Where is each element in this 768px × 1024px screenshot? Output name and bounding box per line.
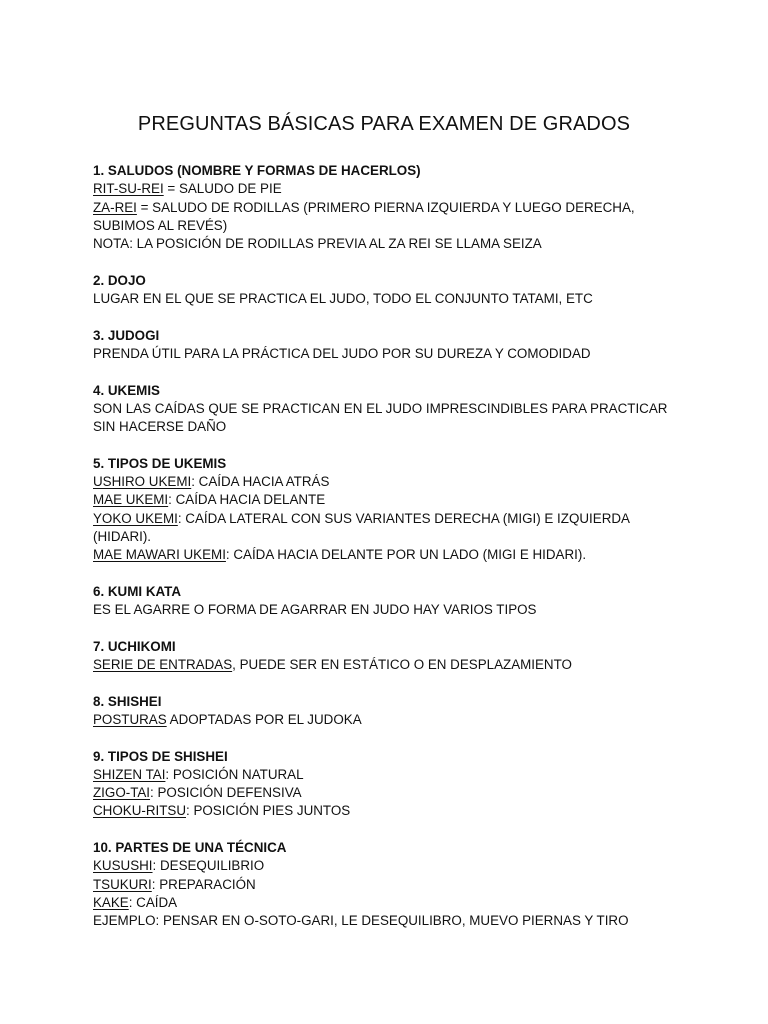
line-text: SON LAS CAÍDAS QUE SE PRACTICAN EN EL JUDO IMPRESCINDIBLES PARA PRACTICAR SIN HACERSE DAÑO <box>93 400 668 435</box>
document-body <box>93 162 683 949</box>
term-label: MAE MAWARI UKEMI <box>93 547 226 563</box>
term-label: USHIRO UKEMI <box>93 474 192 490</box>
section-line <box>93 345 683 363</box>
section-line <box>93 802 683 820</box>
line-text: NOTA: LA POSICIÓN DE RODILLAS PREVIA AL ZA REI SE LLAMA SEIZA <box>93 236 542 252</box>
term-label: ZA-REI <box>93 199 137 215</box>
section-1 <box>93 162 683 253</box>
term-label: YOKO UKEMI <box>93 510 178 526</box>
line-text: : CAÍDA <box>128 894 178 910</box>
section-5 <box>93 455 683 565</box>
section-line <box>93 656 683 674</box>
term-label: SERIE DE ENTRADAS <box>93 657 233 673</box>
section-line <box>93 235 683 253</box>
section-8 <box>93 693 683 730</box>
term-label: CHOKU-RITSU <box>93 803 186 819</box>
section-heading: 9. TIPOS DE SHISHEI <box>93 748 228 764</box>
section-line <box>93 290 683 308</box>
section-heading: 8. SHISHEI <box>93 693 162 709</box>
section-line <box>93 912 683 930</box>
line-text: ADOPTADAS POR EL JUDOKA <box>166 711 362 727</box>
line-text: EJEMPLO: PENSAR EN O-SOTO-GARI, LE DESEQUILIBRO, MUEVO PIERNAS Y TIRO <box>93 913 629 929</box>
section-line <box>93 601 683 619</box>
term-label: ZIGO-TAI <box>93 785 151 801</box>
section-6 <box>93 583 683 620</box>
line-text: : CAÍDA HACIA DELANTE POR UN LADO (MIGI E HIDARI). <box>225 547 587 563</box>
line-text: , PUEDE SER EN ESTÁTICO O EN DESPLAZAMIENTO <box>232 657 572 673</box>
line-text: PRENDA ÚTIL PARA LA PRÁCTICA DEL JUDO POR SU DUREZA Y COMODIDAD <box>93 345 591 361</box>
term-label: RIT-SU-REI <box>93 181 164 197</box>
section-7 <box>93 638 683 675</box>
section-10 <box>93 839 683 930</box>
section-line <box>93 766 683 784</box>
section-heading: 6. KUMI KATA <box>93 583 182 599</box>
section-line <box>93 400 683 437</box>
section-line <box>93 857 683 875</box>
line-text: : POSICIÓN DEFENSIVA <box>150 785 302 801</box>
section-line <box>93 510 683 547</box>
line-text: : CAÍDA HACIA DELANTE <box>168 492 326 508</box>
line-text: = SALUDO DE RODILLAS (PRIMERO PIERNA IZQUIERDA Y LUEGO DERECHA, SUBIMOS AL REVÉS) <box>93 199 635 233</box>
term-label: SHIZEN TAI <box>93 766 166 782</box>
page-title: PREGUNTAS BÁSICAS PARA EXAMEN DE GRADOS <box>137 113 631 135</box>
section-heading: 2. DOJO <box>93 272 146 288</box>
section-heading: 4. UKEMIS <box>93 382 160 398</box>
term-label: MAE UKEMI <box>93 492 169 508</box>
line-text: LUGAR EN EL QUE SE PRACTICA EL JUDO, TODO EL CONJUNTO TATAMI, ETC <box>93 291 593 307</box>
section-heading: 1. SALUDOS (NOMBRE Y FORMAS DE HACERLOS) <box>93 163 421 178</box>
section-4 <box>93 382 683 437</box>
term-label: TSUKURI <box>93 876 152 892</box>
line-text: : DESEQUILIBRIO <box>152 858 265 874</box>
line-text: : CAÍDA LATERAL CON SUS VARIANTES DERECHA (MIGI) E IZQUIERDA (HIDARI). <box>93 510 630 544</box>
line-text: ES EL AGARRE O FORMA DE AGARRAR EN JUDO HAY VARIOS TIPOS <box>93 602 537 618</box>
section-heading: 5. TIPOS DE UKEMIS <box>93 455 227 471</box>
line-text: : POSICIÓN NATURAL <box>165 766 304 782</box>
section-2 <box>93 272 683 309</box>
term-label: KUSUSHI <box>93 858 153 874</box>
section-line <box>93 199 683 236</box>
line-text: : CAÍDA HACIA ATRÁS <box>191 474 330 490</box>
section-line <box>93 491 683 509</box>
section-line <box>93 180 683 198</box>
section-line <box>93 894 683 912</box>
section-heading: 7. UCHIKOMI <box>93 638 176 654</box>
section-line <box>93 711 683 729</box>
section-9 <box>93 748 683 821</box>
line-text: : PREPARACIÓN <box>151 876 256 892</box>
section-heading: 3. JUDOGI <box>93 327 160 343</box>
line-text: : POSICIÓN PIES JUNTOS <box>186 803 351 819</box>
term-label: POSTURAS <box>93 711 167 727</box>
section-line <box>93 473 683 491</box>
section-line <box>93 546 683 564</box>
section-heading: 10. PARTES DE UNA TÉCNICA <box>93 839 287 855</box>
line-text: = SALUDO DE PIE <box>163 181 282 197</box>
section-line <box>93 876 683 894</box>
term-label: KAKE <box>93 894 129 910</box>
section-3 <box>93 327 683 364</box>
section-line <box>93 784 683 802</box>
